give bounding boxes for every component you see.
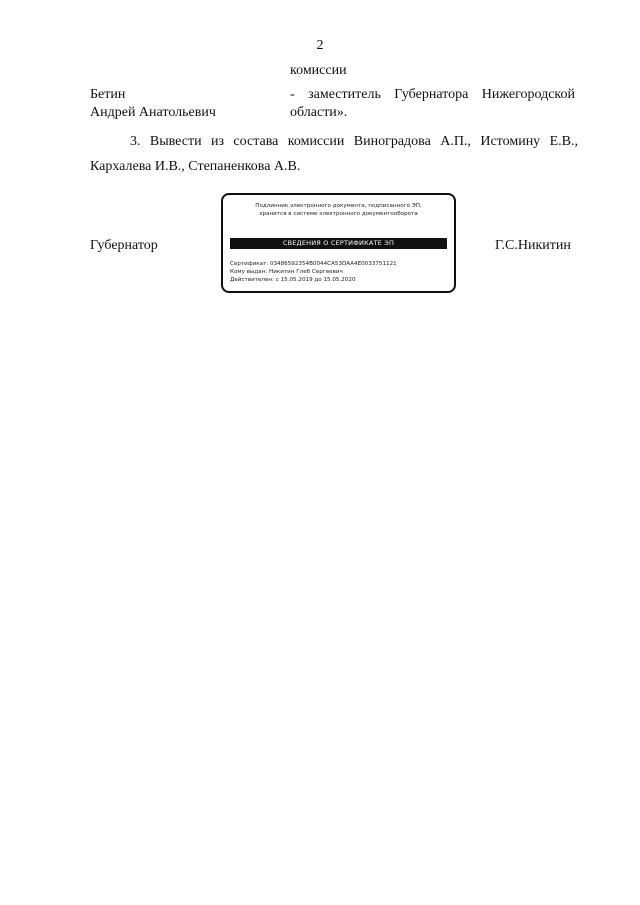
paragraph-line-1 — [90, 133, 578, 151]
stamp-certificate-number: Сертификат: 03486592354B0044CA53DAA4E0033751121 — [230, 261, 397, 267]
stamp-header-line-1: Подлинник электронного документа, подписанного ЭП, — [255, 203, 422, 209]
stamp-details — [230, 260, 397, 284]
member-surname: Бетин — [90, 87, 126, 102]
page-number: 2 — [316, 38, 324, 53]
paragraph-line-1-text: 3. Вывести из состава комиссии Виноградова А.П., Истомину Е.В., — [130, 134, 578, 149]
member-name-patronymic: Андрей Анатольевич — [90, 105, 216, 120]
member-role-line-2: области». — [290, 105, 348, 120]
signature-name: Г.С.Никитин — [495, 238, 571, 253]
member-role-line-1: - заместитель Губернатора Нижегородской — [290, 87, 575, 102]
continuation-text: комиссии — [290, 63, 347, 78]
paragraph-line-2: Кархалева И.В., Степаненкова А.В. — [90, 159, 301, 174]
stamp-issued-to: Кому выдан: Никитин Глеб Сергеевич — [230, 269, 343, 275]
e-signature-stamp — [221, 193, 456, 293]
stamp-header — [223, 202, 454, 218]
stamp-certificate-banner: СВЕДЕНИЯ О СЕРТИФИКАТЕ ЭП — [230, 238, 447, 249]
stamp-validity: Действителен: с 15.05.2019 до 15.05.2020 — [230, 277, 356, 283]
stamp-header-line-2: хранится в системе электронного документооборота — [259, 211, 418, 217]
signature-title: Губернатор — [90, 238, 158, 253]
